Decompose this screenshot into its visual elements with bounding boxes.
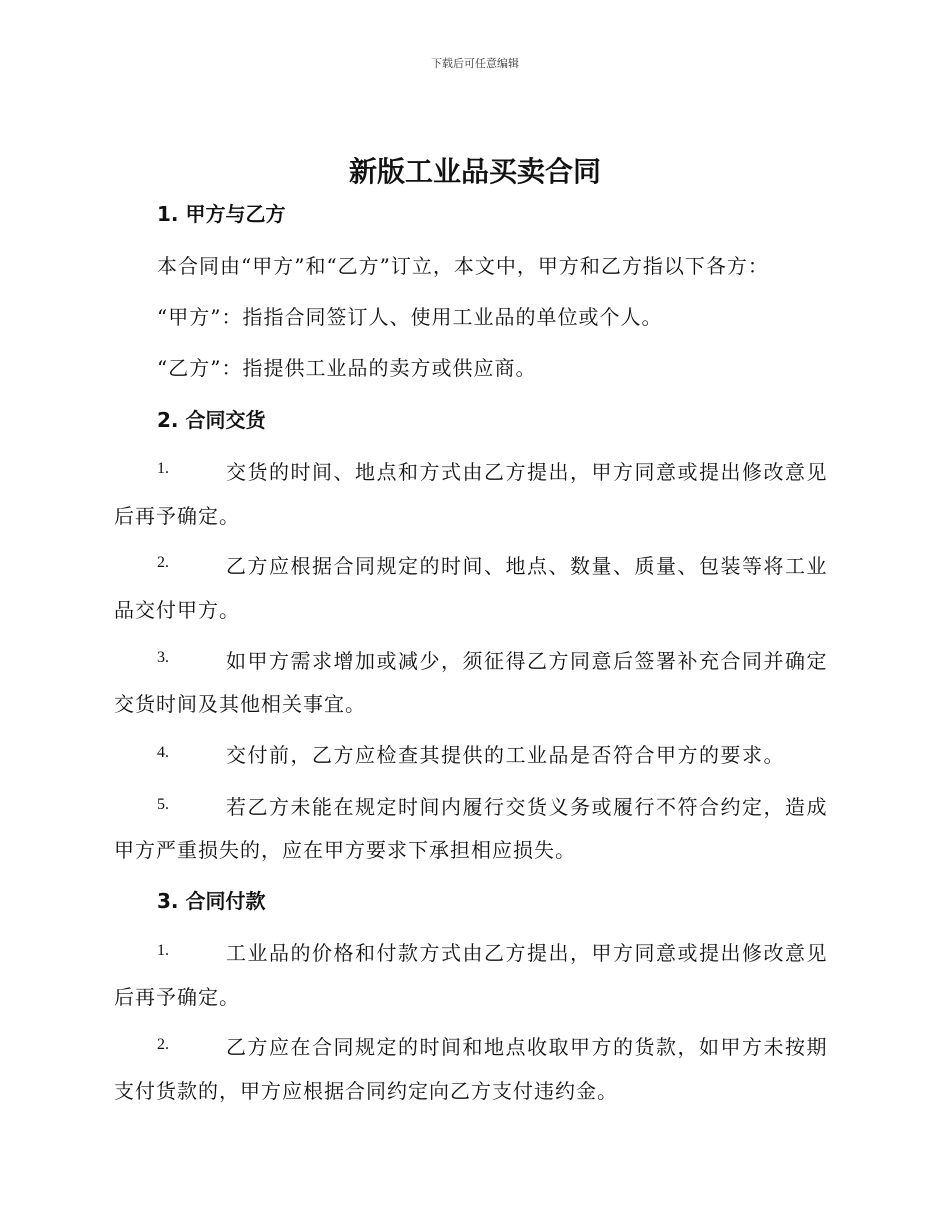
list-item-number: 2.	[157, 1036, 169, 1053]
list-item-continuation: 后再予确定。	[114, 504, 240, 528]
list-item-number: 2.	[157, 554, 169, 571]
list-item-text: 交货的时间、地点和方式由乙方提出，甲方同意或提出修改意见	[226, 460, 828, 484]
list-item-continuation: 甲方严重损失的，应在甲方要求下承担相应损失。	[114, 838, 576, 862]
list-item-number: 1.	[157, 460, 169, 477]
section-heading: 2. 合同交货	[157, 408, 266, 432]
list-item-number: 4.	[157, 744, 169, 761]
list-item-continuation: 品交付甲方。	[114, 598, 240, 622]
list-item-continuation: 支付货款的，甲方应根据合同约定向乙方支付违约金。	[114, 1079, 618, 1103]
list-item-number: 3.	[157, 649, 169, 666]
list-item-text: 工业品的价格和付款方式由乙方提出，甲方同意或提出修改意见	[226, 941, 828, 965]
document-title: 新版工业品买卖合同	[348, 155, 601, 188]
list-item-text: 乙方应在合同规定的时间和地点收取甲方的货款，如甲方未按期	[226, 1035, 828, 1059]
section-heading: 1. 甲方与乙方	[157, 202, 286, 226]
section-heading: 3. 合同付款	[157, 889, 266, 913]
list-item-number: 1.	[157, 942, 169, 959]
list-item-text: 乙方应根据合同规定的时间、地点、数量、质量、包装等将工业	[226, 554, 828, 578]
list-item-continuation: 后再予确定。	[114, 985, 240, 1009]
list-item-text: 交付前，乙方应检查其提供的工业品是否符合甲方的要求。	[226, 743, 785, 767]
paragraph: “甲方”：指指合同签订人、使用工业品的单位或个人。	[157, 305, 663, 329]
list-item-text: 如甲方需求增加或减少，须征得乙方同意后签署补充合同并确定	[226, 649, 828, 673]
list-item-text: 若乙方未能在规定时间内履行交货义务或履行不符合约定，造成	[226, 795, 828, 819]
paragraph: “乙方”：指提供工业品的卖方或供应商。	[157, 356, 537, 380]
paragraph: 本合同由“甲方”和“乙方”订立，本文中，甲方和乙方指以下各方：	[157, 254, 769, 278]
list-item-number: 5.	[157, 796, 169, 813]
list-item-continuation: 交货时间及其他相关事宜。	[114, 692, 366, 716]
header-note: 下载后可任意编辑	[431, 57, 519, 70]
